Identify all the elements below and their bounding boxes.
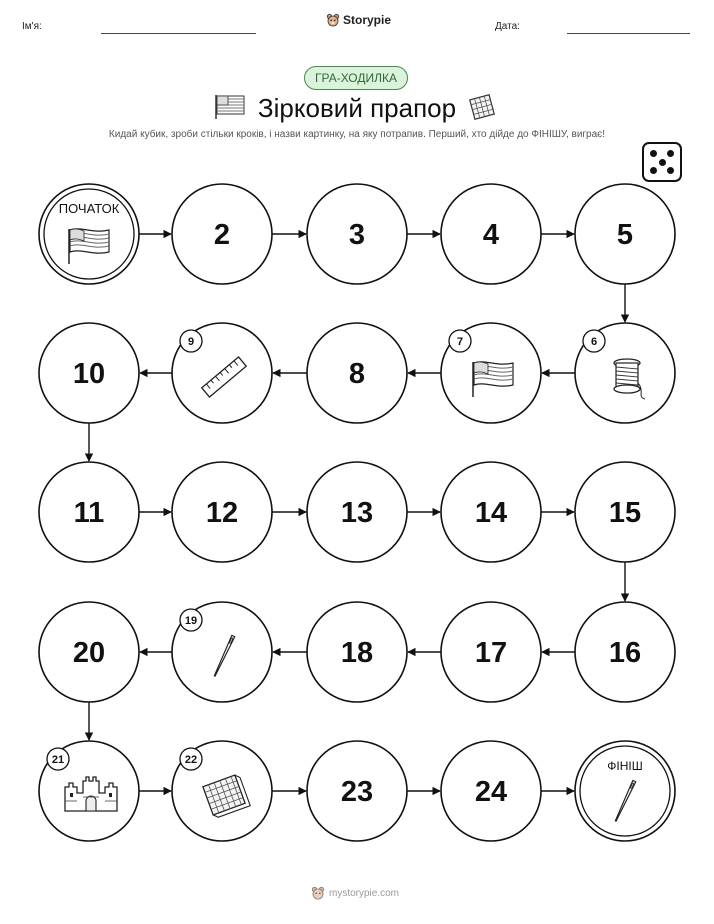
board-cell-2 xyxy=(172,184,272,284)
cell-number: 23 xyxy=(340,776,374,808)
cell-number: 20 xyxy=(72,637,106,669)
board-cell-12 xyxy=(172,462,272,562)
finish-label: ФІНІШ xyxy=(607,759,643,773)
cell-number: 13 xyxy=(340,497,374,529)
cell-number: 19 xyxy=(184,615,198,627)
board-cell-4 xyxy=(441,184,541,284)
board-cell-10 xyxy=(39,323,139,423)
board-cell-15 xyxy=(575,462,675,562)
game-type-badge: ГРА-ХОДИЛКА xyxy=(304,66,408,90)
board-cell-25 xyxy=(575,741,675,841)
cell-number: 5 xyxy=(616,219,634,251)
board-cell-8 xyxy=(307,323,407,423)
board-cell-23 xyxy=(307,741,407,841)
cell-number: 16 xyxy=(608,637,642,669)
board-cell-1 xyxy=(39,184,139,284)
board-cell-18 xyxy=(307,602,407,702)
board-cell-7 xyxy=(441,323,541,423)
footer-bear-icon xyxy=(311,886,325,900)
board-cell-6 xyxy=(575,323,675,423)
board-cell-9 xyxy=(172,323,272,423)
board-cells xyxy=(39,184,675,841)
board-cell-5 xyxy=(575,184,675,284)
cell-number: 4 xyxy=(482,219,500,251)
board-cell-14 xyxy=(441,462,541,562)
footer-url[interactable]: mystorypie.com xyxy=(329,887,400,899)
page-title: Зірковий прапор xyxy=(257,93,457,123)
board-cell-19 xyxy=(172,602,272,702)
footer xyxy=(311,886,399,900)
cell-number: 17 xyxy=(474,637,508,669)
cell-number: 3 xyxy=(348,219,366,251)
cell-circle xyxy=(575,741,675,841)
board-cell-11 xyxy=(39,462,139,562)
board-cell-24 xyxy=(441,741,541,841)
cell-number: 6 xyxy=(590,336,598,348)
cell-number: 12 xyxy=(205,497,239,529)
brand-name: Storypie xyxy=(343,13,392,27)
board-cell-3 xyxy=(307,184,407,284)
board-cell-17 xyxy=(441,602,541,702)
board-cell-13 xyxy=(307,462,407,562)
date-label: Дата: xyxy=(495,21,520,32)
cell-number: 22 xyxy=(184,754,198,766)
cell-number: 7 xyxy=(456,336,464,348)
instructions: Кидай кубик, зроби стільки кроків, і назви картинку, на яку потрапив. Перший, хто дійде до ФІНІШУ, виграє! xyxy=(108,129,606,140)
board-cell-16 xyxy=(575,602,675,702)
start-label: ПОЧАТОК xyxy=(58,201,120,216)
cell-number: 21 xyxy=(51,754,65,766)
board-cell-21 xyxy=(39,741,139,841)
cell-number: 10 xyxy=(72,358,106,390)
board-cell-22 xyxy=(172,741,272,841)
cell-number: 9 xyxy=(187,336,195,348)
cell-number: 11 xyxy=(73,497,105,529)
cell-number: 2 xyxy=(213,219,231,251)
cell-number: 14 xyxy=(474,497,508,529)
cell-number: 8 xyxy=(348,358,366,390)
board-cell-20 xyxy=(39,602,139,702)
name-label: Ім'я: xyxy=(22,21,42,32)
cell-number: 15 xyxy=(608,497,642,529)
cell-number: 24 xyxy=(474,776,508,808)
cell-number: 18 xyxy=(340,637,374,669)
